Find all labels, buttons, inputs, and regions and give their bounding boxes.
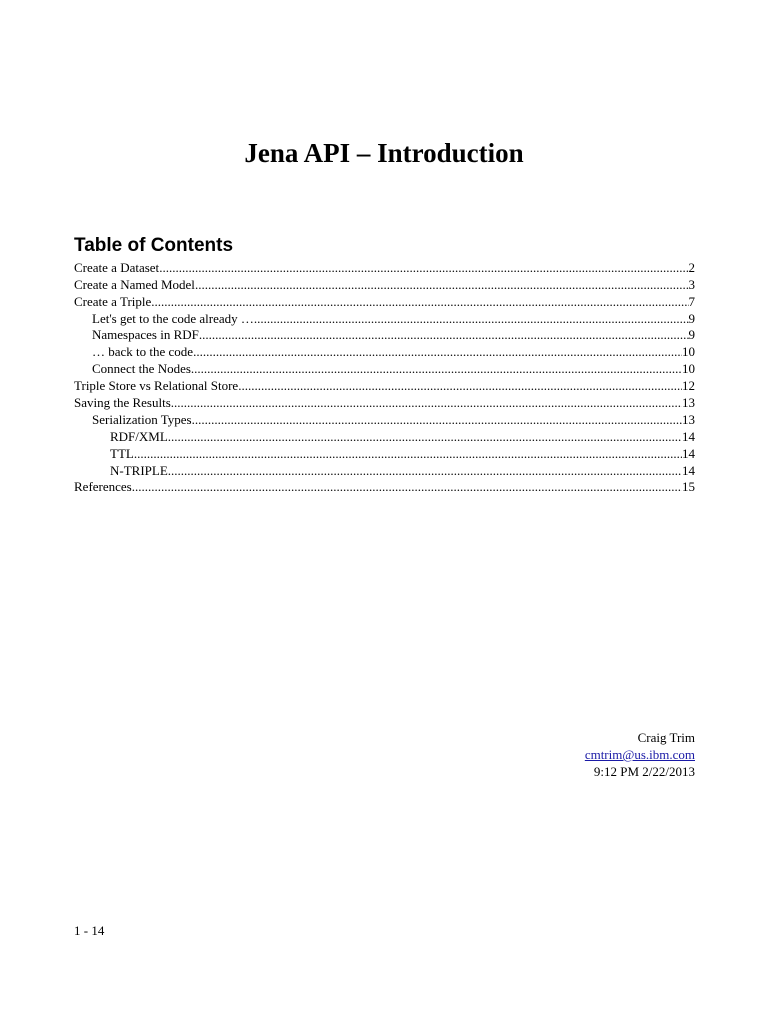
toc-entry-page: 14 [682, 428, 695, 444]
toc-entry[interactable] [74, 394, 695, 411]
toc-entry[interactable] [74, 411, 695, 428]
toc-entry-label: TTL [110, 445, 134, 461]
author-name: Craig Trim [637, 730, 695, 745]
toc-entry-label: Saving the Results [74, 395, 171, 411]
toc-dot-leader [132, 479, 682, 495]
toc-entry-label: Let's get to the code already … [92, 310, 254, 326]
toc-dot-leader [171, 395, 682, 411]
toc-dot-leader [134, 446, 682, 462]
toc-entry[interactable] [74, 360, 695, 377]
page-number: 1 - 14 [74, 923, 105, 938]
toc-entry-page: 14 [682, 445, 695, 461]
toc-dot-leader [191, 361, 682, 377]
toc-entry[interactable] [74, 276, 695, 293]
toc-entry[interactable] [74, 310, 695, 327]
toc-entry-label: … back to the code [92, 344, 194, 360]
toc-dot-leader [199, 327, 689, 343]
toc-entry-label: Create a Named Model [74, 276, 195, 292]
toc-entry-label: Create a Triple [74, 293, 152, 309]
toc-entry-page: 10 [682, 361, 695, 377]
toc-entry-label: References [74, 479, 132, 495]
toc-dot-leader [193, 344, 682, 360]
toc-entry[interactable] [74, 377, 695, 394]
toc-entry-label: RDF/XML [110, 428, 168, 444]
toc-entry-page: 9 [688, 310, 695, 326]
author-email-link[interactable]: cmtrim@us.ibm.com [584, 747, 695, 762]
toc-entry-label: Create a Dataset [74, 259, 160, 275]
toc-dot-leader [168, 429, 682, 445]
toc-entry[interactable] [74, 259, 695, 276]
toc-entry[interactable] [74, 343, 695, 360]
table-of-contents [74, 259, 695, 495]
toc-entry[interactable] [74, 479, 695, 496]
toc-dot-leader [151, 294, 688, 310]
document-title: Jena API – Introduction [244, 138, 524, 168]
toc-entry-page: 14 [682, 462, 695, 478]
toc-dot-leader [159, 260, 688, 276]
toc-dot-leader [254, 311, 689, 327]
toc-dot-leader [195, 277, 689, 293]
toc-entry[interactable] [74, 327, 695, 344]
toc-entry-page: 9 [688, 327, 695, 343]
toc-entry[interactable] [74, 462, 695, 479]
toc-heading: Table of Contents [74, 235, 234, 256]
toc-entry-label: Namespaces in RDF [92, 327, 199, 343]
toc-entry-page: 2 [688, 259, 695, 275]
toc-entry-page: 12 [682, 378, 695, 394]
toc-entry-page: 7 [688, 293, 695, 309]
toc-entry[interactable] [74, 428, 695, 445]
toc-dot-leader [192, 412, 682, 428]
toc-entry-page: 13 [682, 411, 695, 427]
toc-entry-label: Connect the Nodes [92, 361, 191, 377]
toc-entry-page: 10 [682, 344, 695, 360]
toc-entry-label: Triple Store vs Relational Store [74, 378, 239, 394]
toc-entry-label: N-TRIPLE [110, 462, 168, 478]
toc-entry-page: 15 [682, 479, 695, 495]
toc-entry-label: Serialization Types [92, 411, 192, 427]
toc-entry-page: 13 [682, 395, 695, 411]
toc-dot-leader [168, 463, 682, 479]
toc-dot-leader [238, 378, 682, 394]
author-block [585, 729, 695, 780]
toc-entry[interactable] [74, 293, 695, 310]
document-datetime: 9:12 PM 2/22/2013 [593, 764, 695, 779]
toc-entry-page: 3 [688, 276, 695, 292]
toc-entry[interactable] [74, 445, 695, 462]
